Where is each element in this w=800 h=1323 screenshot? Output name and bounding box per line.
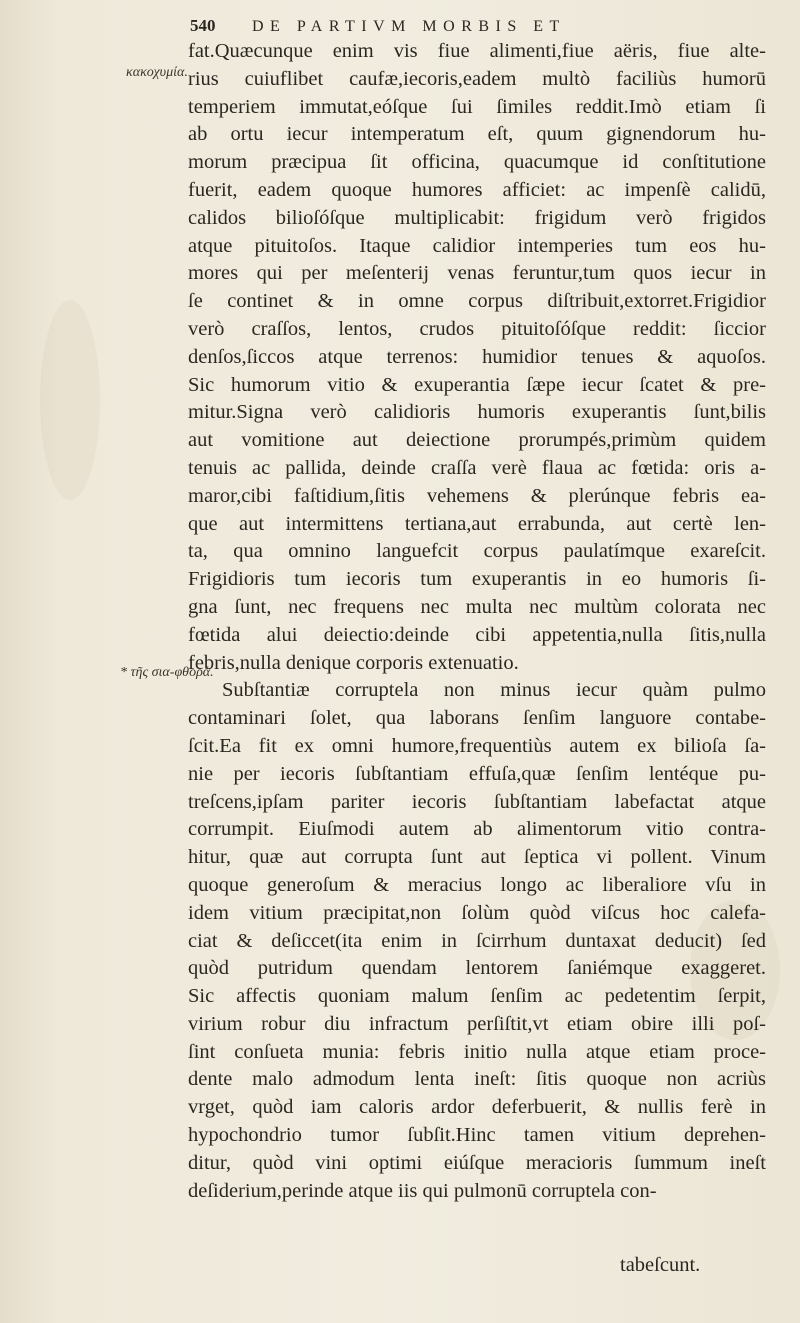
text-line: treſcens,ipſam pariter iecoris ſubſtantiam labefactat atque (188, 790, 766, 813)
catchword: tabeſcunt. (620, 1254, 701, 1276)
text-line: ta, qua omnino languefcit corpus paulatímque exareſcit. (188, 540, 766, 563)
margin-note: κακοχυμία. (126, 65, 188, 80)
text-line: temperiem immutat,eóſque ſui ſimiles reddit.Imò etiam ſi (188, 95, 766, 118)
text-line: aut vomitione aut deiectione prorumpés,primùm quidem (188, 429, 766, 452)
page-number: 540 (190, 16, 216, 35)
text-line: hypochondrio tumor ſubſit.Hinc tamen vitium deprehen- (188, 1124, 766, 1147)
text-line: Sic affectis quoniam malum ſenſim ac pedetentim ſerpit, (188, 985, 766, 1008)
text-line: Subſtantiæ corruptela non minus iecur quàm pulmo (222, 679, 766, 702)
text-line: tenuis ac pallida, deinde craſſa verè flaua ac fœtida: oris a- (188, 456, 766, 479)
text-line: vrget, quòd iam caloris ardor deferbuerit, & nullis ferè in (188, 1096, 766, 1119)
text-line: deſiderium,perinde atque iis qui pulmonū corruptela con- (188, 1179, 657, 1202)
text-line: febris,nulla denique corporis extenuatio. (188, 651, 519, 674)
text-line: fuerit, eadem quoque humores afficiet: ac impenſè calidū, (188, 178, 766, 201)
text-line: ab ortu iecur intemperatum eſt, quum gignendorum hu- (188, 123, 766, 146)
text-line: calidos bilioſóſque multiplicabit: frigidum verò frigidos (188, 206, 766, 229)
text-line: contaminari ſolet, qua laborans ſenſim languore contabe- (188, 707, 766, 730)
text-line: dente malo admodum lenta ineſt: ſitis quoque non acriùs (188, 1068, 766, 1091)
body-text (188, 38, 766, 1205)
paper-stain (40, 300, 100, 500)
text-line: rius cuiuflibet caufæ,iecoris,eadem multò faciliùs humorū (188, 67, 766, 90)
text-line: quòd putridum quendam lentorem ſaniémque exaggeret. (188, 957, 766, 980)
text-line: ditur, quòd vini optimi eiúſque meracioris ſummum ineſt (188, 1151, 766, 1174)
text-line: fœtida alui deiectio:deinde cibi appetentia,nulla ſitis,nulla (188, 623, 766, 646)
text-line: virium robur diu infractum perſiſtit,vt etiam obire illi poſ- (188, 1012, 766, 1035)
text-line: Sic humorum vitio & exuperantia ſæpe iecur ſcatet & pre- (188, 373, 766, 396)
text-line: verò craſſos, lentos, crudos pituitoſóſque reddit: ſiccior (188, 317, 766, 340)
running-title: DE PARTIVM MORBIS ET (252, 18, 566, 35)
text-line: gna ſunt, nec frequens nec multa nec multùm colorata nec (188, 595, 766, 618)
text-line: mitur.Signa verò calidioris humoris exuperantis ſunt,bilis (188, 401, 766, 424)
text-line: ciat & deſiccet(ita enim in ſcirrhum duntaxat deducit) ſed (188, 929, 766, 952)
text-line: Frigidioris tum iecoris tum exuperantis in eo humoris ſi- (188, 568, 766, 591)
text-line: ſe continet & in omne corpus diſtribuit,extorret.Frigidior (188, 290, 766, 313)
text-line: corrumpit. Eiuſmodi autem ab alimentorum vitio contra- (188, 818, 766, 841)
text-line: morum præcipua ſit officina, quacumque id conſtitutione (188, 151, 766, 174)
text-line: hitur, quæ aut corrupta ſunt aut ſeptica vi pollent. Vinum (188, 846, 766, 869)
text-line: atque pituitoſos. Itaque calidior intemperies tum eos hu- (188, 234, 766, 257)
text-line: denſos,ſiccos atque terrenos: humidior tenues & aquoſos. (188, 345, 766, 368)
text-line: idem vitium præcipitat,non ſolùm quòd viſcus hoc calefa- (188, 901, 766, 924)
text-line: ſcit.Ea fit ex omni humore,frequentiùs autem ex bilioſa ſa- (188, 734, 766, 757)
text-line: quoque generoſum & meracius longo ac liberaliore vſu in (188, 873, 766, 896)
text-line: que aut intermittens tertiana,aut errabunda, aut certè len- (188, 512, 766, 535)
margin-note: * τῆς σια-φθορά. (120, 665, 214, 680)
text-line: nie per iecoris ſubſtantiam effuſa,quæ ſenſim lentéque pu- (188, 762, 766, 785)
text-line: ſint conſueta munia: febris initio nulla atque etiam proce- (188, 1040, 766, 1063)
text-line: maror,cibi faſtidium,ſitis vehemens & plerúnque febris ea- (188, 484, 766, 507)
text-line: fat.Quæcunque enim vis fiue alimenti,fiue aëris, fiue alte- (188, 40, 766, 62)
text-line: mores qui per meſenterij venas feruntur,tum quos iecur in (188, 262, 766, 285)
